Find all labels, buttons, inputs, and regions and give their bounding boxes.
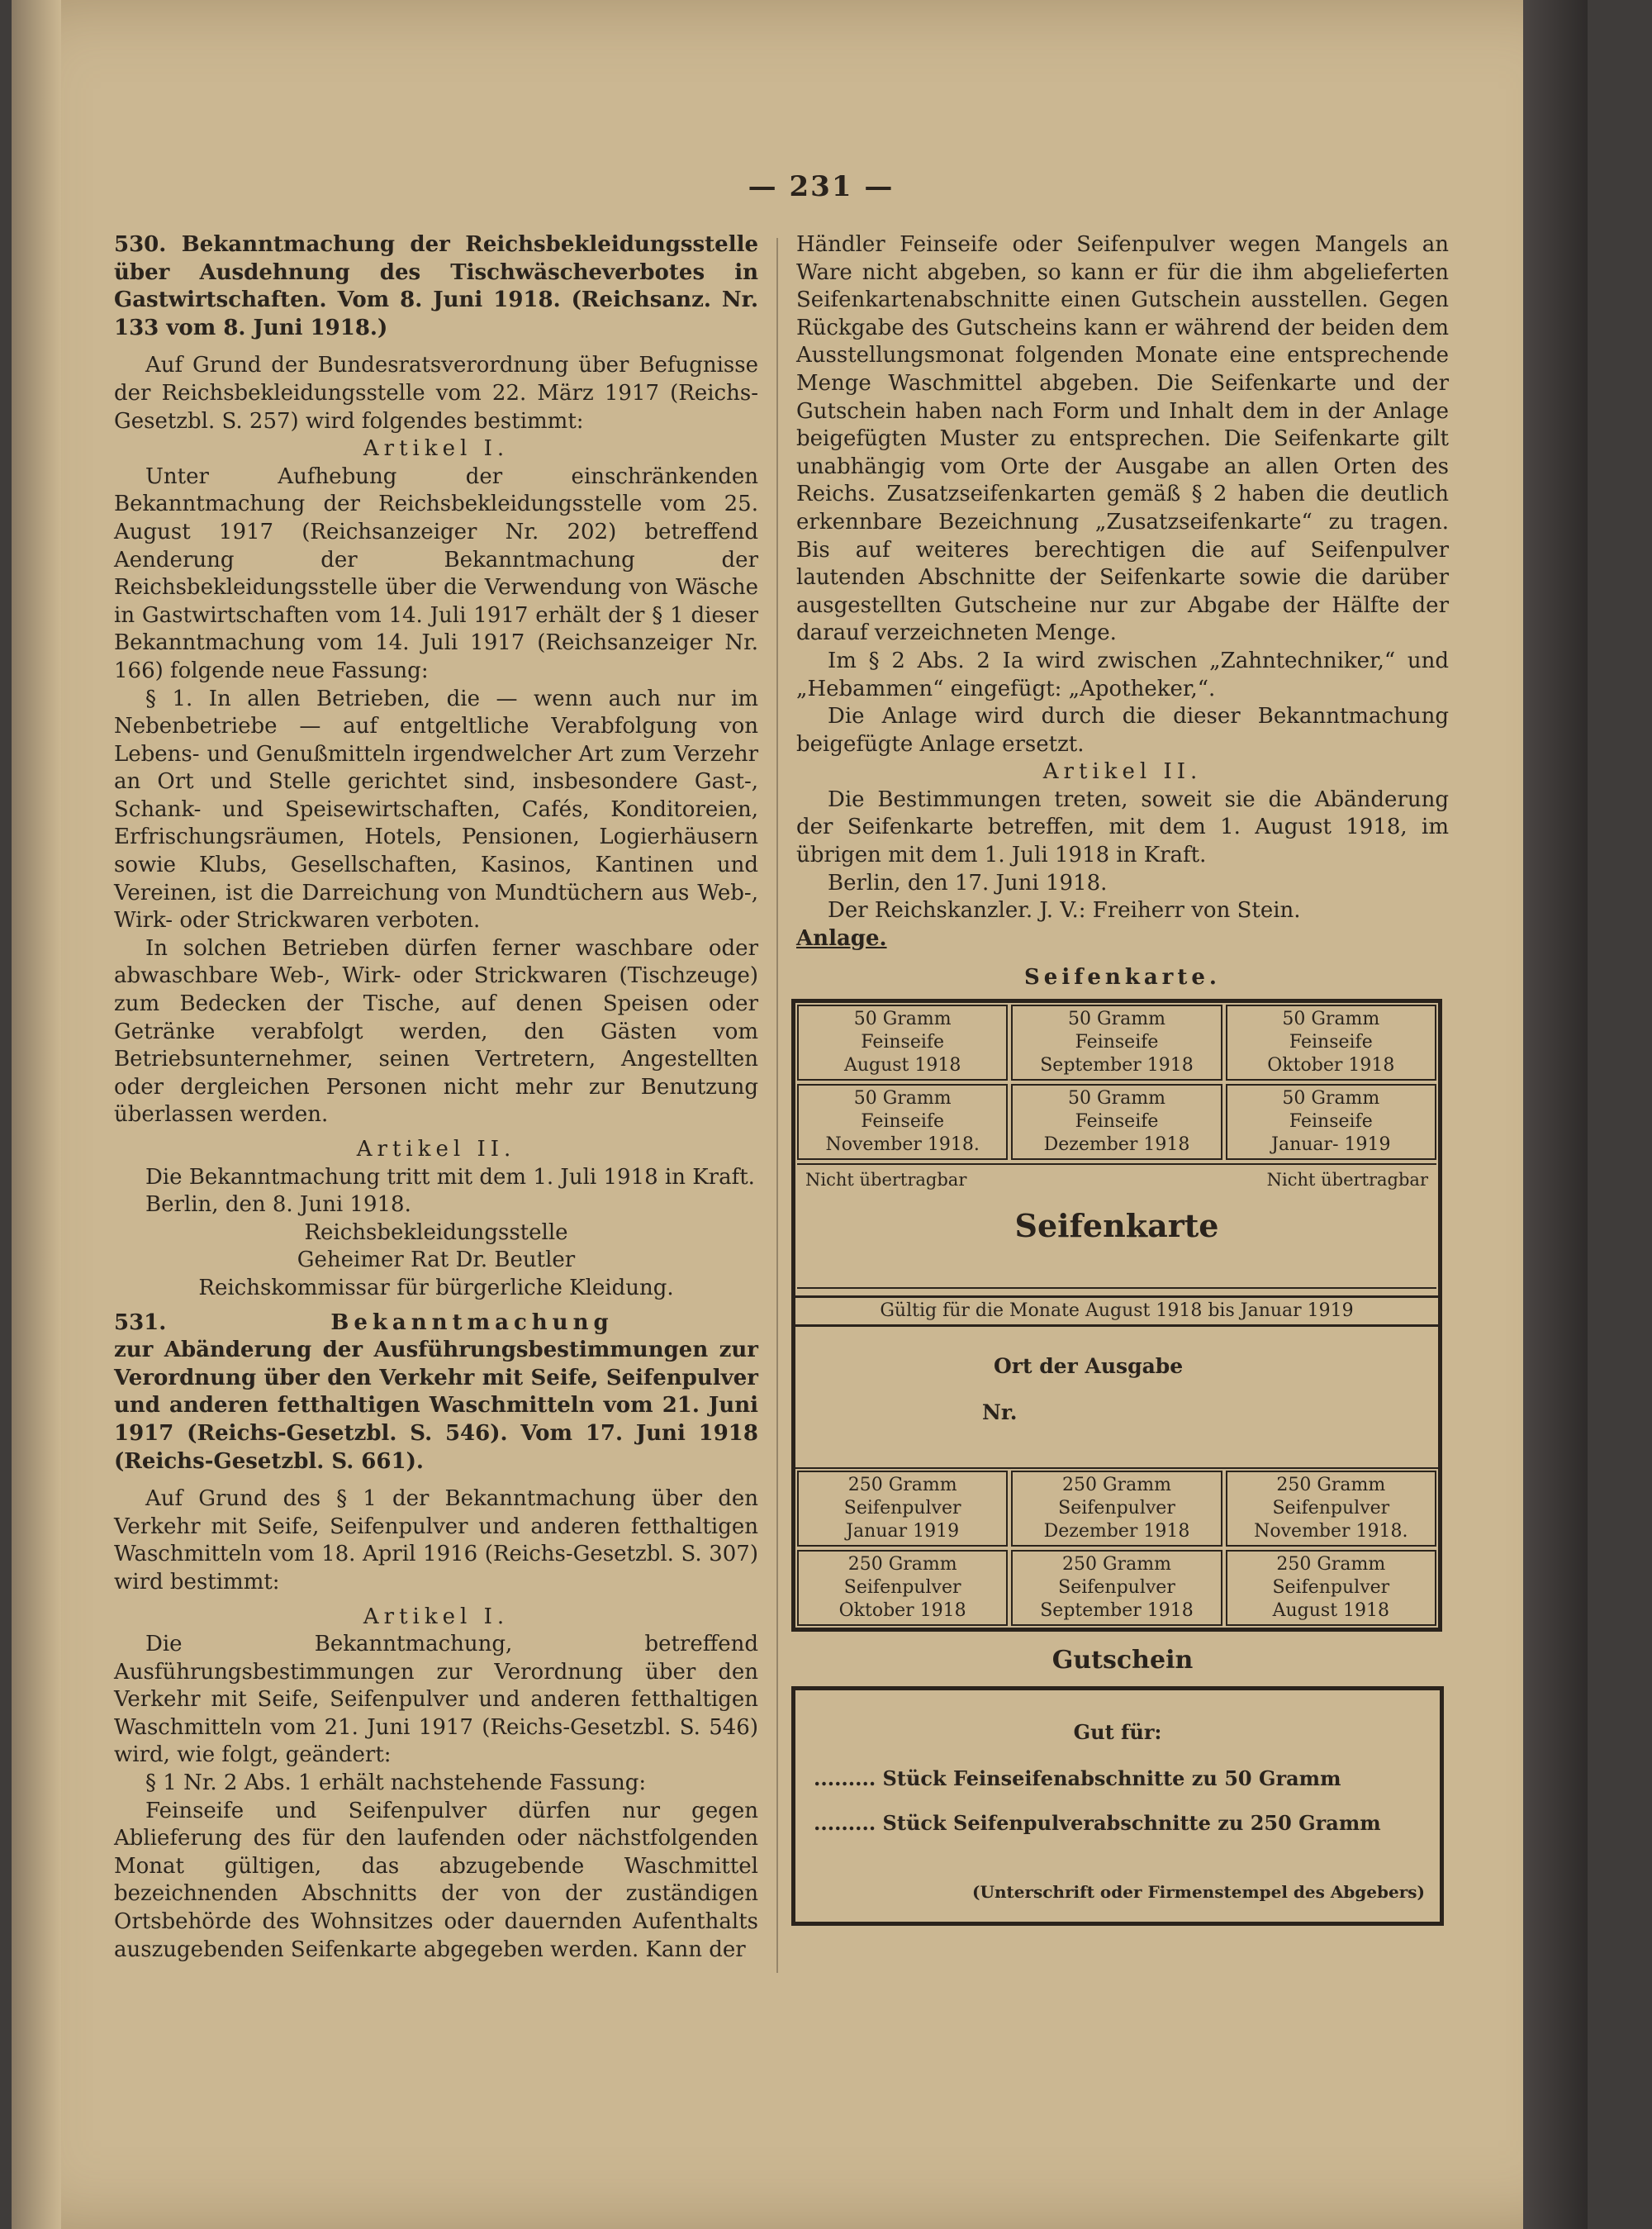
coupon-month: September 1918 [1040, 1600, 1194, 1622]
coupon-month: Januar 1919 [846, 1521, 960, 1542]
article-1b-text: Die Bekanntmachung, betreffend Ausführungsbestimmungen zur Verordnung über den Verkehr mit Seife, Seifenpulver und anderen fetthaltigen Waschmitteln vom 21. Juni 1917 (Reichs-Gesetzbl. S. 546) wird, wie folgt, geändert: [114, 1632, 758, 1768]
coupon-month: Oktober 1918 [1267, 1055, 1395, 1076]
coupon-product: Seifenpulver [1058, 1498, 1175, 1519]
coupon-product: Feinseife [1289, 1111, 1373, 1133]
signature-name: Geheimer Rat Dr. Beutler [297, 1248, 576, 1273]
soap-card-title: Seifenkarte. [1024, 965, 1221, 991]
section-531-intro: Auf Grund des § 1 der Bekanntmachung über den Verkehr mit Seife, Seifenpulver und anderen fetthaltigen Waschmitteln vom 18. April 1916 (Reichs-Gesetzbl. S. 307) wird bestimmt: [114, 1486, 758, 1595]
fine-soap-row-2 [795, 1082, 1438, 1162]
coupon-month: November 1918. [825, 1134, 980, 1156]
issue-place-block [795, 1327, 1438, 1469]
article-1-heading: Artikel I. [363, 436, 510, 462]
coupon-month: August 1918 [1272, 1600, 1390, 1622]
fine-soap-coupon [1011, 1005, 1222, 1081]
coupon-month: Januar- 1919 [1271, 1134, 1391, 1156]
coupon-product: Feinseife [861, 1111, 945, 1133]
right-paragraph-3: Die Anlage wird durch die dieser Bekanntmachung beigefügte Anlage ersetzt. [796, 704, 1449, 757]
coupon-product: Feinseife [1075, 1032, 1159, 1053]
section-531-heading-line [114, 1309, 758, 1338]
powder-row-1 [795, 1469, 1438, 1548]
paragraph-3: § 1 Nr. 2 Abs. 1 erhält nachstehende Fassung: [145, 1770, 647, 1796]
powder-row-2 [795, 1548, 1438, 1628]
coupon-amount: 250 Gramm [1276, 1554, 1386, 1576]
issue-place-label: Ort der Ausgabe [994, 1354, 1184, 1379]
column-divider [776, 238, 778, 1973]
coupon-product: Feinseife [1075, 1111, 1159, 1133]
coupon-month: August 1918 [843, 1055, 961, 1076]
right-article-2-heading: Artikel II. [1042, 759, 1203, 785]
voucher-powder-line: ......... Stück Seifenpulverabschnitte zu 250 Gramm [814, 1810, 1381, 1835]
section-530-intro: Auf Grund der Bundesratsverordnung über Befugnisse der Reichsbekleidungsstelle vom 22. März 1917 (Reichs-Gesetzbl. S. 257) wird folgendes bestimmt: [114, 353, 758, 434]
coupon-month: Dezember 1918 [1043, 1134, 1190, 1156]
coupon-product: Seifenpulver [1272, 1577, 1390, 1599]
soap-powder-coupon [1226, 1550, 1436, 1626]
section-530-title: 530. Bekanntmachung der Reichsbekleidungsstelle über Ausdehnung des Tischwäscheverbotes in Gastwirtschaften. Vom 8. Juni 1918. (Reichsanz. Nr. 133 vom 8. Juni 1918.) [114, 232, 758, 340]
fine-soap-coupon [797, 1005, 1008, 1081]
coupon-product: Seifenpulver [843, 1577, 961, 1599]
coupon-product: Feinseife [861, 1032, 945, 1053]
right-paragraph-2: Im § 2 Abs. 2 Ia wird zwischen „Zahntechniker,“ und „Hebammen“ eingefügt: „Apotheker,“. [796, 648, 1449, 701]
right-signature: Der Reichskanzler. J. V.: Freiherr von Stein. [828, 898, 1301, 924]
coupon-month: November 1918. [1254, 1521, 1408, 1542]
voucher-for-label: Gut für: [1073, 1719, 1162, 1744]
voucher-fine-soap-line: ......... Stück Feinseifenabschnitte zu 50 Gramm [814, 1766, 1341, 1790]
card-center-block [797, 1163, 1436, 1289]
not-transferable-left: Nicht übertragbar [805, 1170, 967, 1191]
right-place-date: Berlin, den 17. Juni 1918. [828, 870, 1108, 896]
coupon-amount: 250 Gramm [1276, 1475, 1386, 1496]
validity-line: Gültig für die Monate August 1918 bis Januar 1919 [795, 1295, 1438, 1327]
not-transferable-right: Nicht übertragbar [1266, 1170, 1428, 1191]
fine-soap-coupon [797, 1084, 1008, 1160]
soap-powder-coupon [797, 1471, 1008, 1547]
coupon-product: Seifenpulver [1272, 1498, 1390, 1519]
coupon-month: Dezember 1918 [1043, 1521, 1190, 1542]
coupon-amount: 250 Gramm [847, 1475, 957, 1496]
fine-soap-coupon [1226, 1005, 1436, 1081]
coupon-amount: 50 Gramm [1282, 1009, 1380, 1030]
book-spine-shadow [12, 0, 61, 2229]
article-1b-heading: Artikel I. [363, 1604, 510, 1629]
voucher-box [791, 1686, 1444, 1926]
coupon-amount: 250 Gramm [847, 1554, 957, 1576]
right-paragraph-1: Händler Feinseife oder Seifenpulver wegen Mangels an Ware nicht abgeben, so kann er für die ihm abgelieferten Seifenkartenabschnitte einen Gutschein ausstellen. Gegen Rückgabe des Gutscheins kann er während der beiden dem Ausstellungsmonat folgenden Monate eine entsprechende Menge Waschmittel abgeben. Die Seifenkarte und der Gutschein haben nach Form und Inhalt dem in der Anlage beigefügten Muster zu entsprechen. Die Seifenkarte gilt unabhängig vom Orte der Ausgabe an allen Orten des Reichs. Zusatzseifenkarten gemäß § 2 haben die deutlich erkennbare Bezeichnung „Zusatzseifenkarte“ zu tragen. Bis auf weiteres berechtigen die auf Seifenpulver lautenden Abschnitte der Seifenkarte sowie die darüber ausgestellten Gutscheine nur zur Abgabe der Hälfte der darauf verzeichneten Menge. [796, 232, 1449, 646]
book-cover-edge [1523, 0, 1588, 2229]
fine-soap-coupon [1226, 1084, 1436, 1160]
coupon-amount: 50 Gramm [853, 1009, 952, 1030]
article-1-text: Unter Aufhebung der einschränkenden Bekanntmachung der Reichsbekleidungsstelle vom 25. August 1917 (Reichsanzeiger Nr. 202) betreffend Aenderung der Bekanntmachung der Reichsbekleidungsstelle über die Verwendung von Wäsche in Gastwirtschaften vom 14. Juli 1917 erhält der § 1 dieser Bekanntmachung vom 14. Juli 1917 (Reichsanzeiger Nr. 166) folgende neue Fassung: [114, 463, 758, 683]
fine-soap-row-1 [795, 1003, 1438, 1082]
paragraph-4: Feinseife und Seifenpulver dürfen nur gegen Ablieferung des für den laufenden oder nächstfolgenden Monat gültigen, das abzugebende Waschmittel bezeichnenden Abschnitts der von der zuständigen Ortsbehörde des Wohnsitzes oder dauernden Aufenthalts auszugebenden Seifenkarte abgegeben werden. Kann der [114, 1798, 758, 1962]
fine-soap-coupon [1011, 1084, 1222, 1160]
card-main-label: Seifenkarte [1014, 1207, 1219, 1245]
coupon-month: September 1918 [1040, 1055, 1194, 1076]
soap-card [791, 999, 1442, 1632]
document-page [12, 0, 1588, 2229]
section-531-title: zur Abänderung der Ausführungsbestimmungen zur Verordnung über den Verkehr mit Seife, Seifenpulver und anderen fetthaltigen Waschmitteln vom 21. Juni 1917 (Reichs-Gesetzbl. S. 546). Vom 17. Juni 1918 (Reichs-Gesetzbl. S. 661). [114, 1338, 758, 1474]
anlage-label: Anlage. [796, 925, 887, 951]
place-date: Berlin, den 8. Juni 1918. [145, 1192, 411, 1218]
voucher-title: Gutschein [1051, 1646, 1194, 1675]
coupon-amount: 50 Gramm [1282, 1088, 1380, 1110]
number-label: Nr. [982, 1400, 1018, 1425]
paragraph-2: In solchen Betrieben dürfen ferner waschbare oder abwaschbare Web-, Wirk- oder Strickwaren (Tischzeuge) zum Bedecken der Tische, auf denen Speisen oder Getränke verabfolgt werden, den Gästen vom Betriebsunternehmer, seinen Vertretern, Angestellten oder dergleichen Personen nicht mehr zur Benutzung überlassen werden. [114, 935, 758, 1128]
section-531-number: 531. [114, 1309, 167, 1335]
voucher-signature-line: (Unterschrift oder Firmenstempel des Abgebers) [972, 1882, 1425, 1903]
coupon-month: Oktober 1918 [838, 1600, 966, 1622]
page-number: — 231 — [748, 170, 895, 203]
right-column [796, 231, 1449, 1926]
soap-powder-coupon [1226, 1471, 1436, 1547]
coupon-amount: 250 Gramm [1062, 1554, 1171, 1576]
right-article-2-text: Die Bestimmungen treten, soweit sie die Abänderung der Seifenkarte betreffen, mit dem 1. August 1918, im übrigen mit dem 1. Juli 1918 in Kraft. [796, 787, 1449, 868]
article-2-heading: Artikel II. [356, 1137, 516, 1162]
soap-powder-coupon [797, 1550, 1008, 1626]
paragraph-1: § 1. In allen Betrieben, die — wenn auch nur im Nebenbetriebe — auf entgeltliche Verabfolgung von Lebens- und Genußmitteln irgendwelcher Art zum Verzehr an Ort und Stelle gerichtet sind, insbesondere Gast-, Schank- und Speisewirtschaften, Cafés, Konditoreien, Erfrischungsräumen, Hotels, Pensionen, Logierhäusern sowie Klubs, Gesellschaften, Kasinos, Kantinen und Vereinen, ist die Darreichung von Mundtüchern aus Web-, Wirk- oder Strickwaren verboten. [114, 686, 758, 934]
coupon-product: Seifenpulver [843, 1498, 961, 1519]
left-column [114, 231, 758, 1964]
coupon-amount: 250 Gramm [1062, 1475, 1171, 1496]
coupon-amount: 50 Gramm [1068, 1088, 1165, 1110]
coupon-amount: 50 Gramm [1068, 1009, 1165, 1030]
coupon-product: Feinseife [1289, 1032, 1373, 1053]
signature-authority: Reichsbekleidungsstelle [304, 1219, 568, 1245]
coupon-amount: 50 Gramm [853, 1088, 952, 1110]
soap-powder-coupon [1011, 1550, 1222, 1626]
section-531-heading: Bekanntmachung [330, 1309, 614, 1335]
coupon-product: Seifenpulver [1058, 1577, 1175, 1599]
article-2-text: Die Bekanntmachung tritt mit dem 1. Juli 1918 in Kraft. [145, 1164, 755, 1190]
soap-powder-coupon [1011, 1471, 1222, 1547]
signature-title: Reichskommissar für bürgerliche Kleidung. [198, 1275, 674, 1300]
